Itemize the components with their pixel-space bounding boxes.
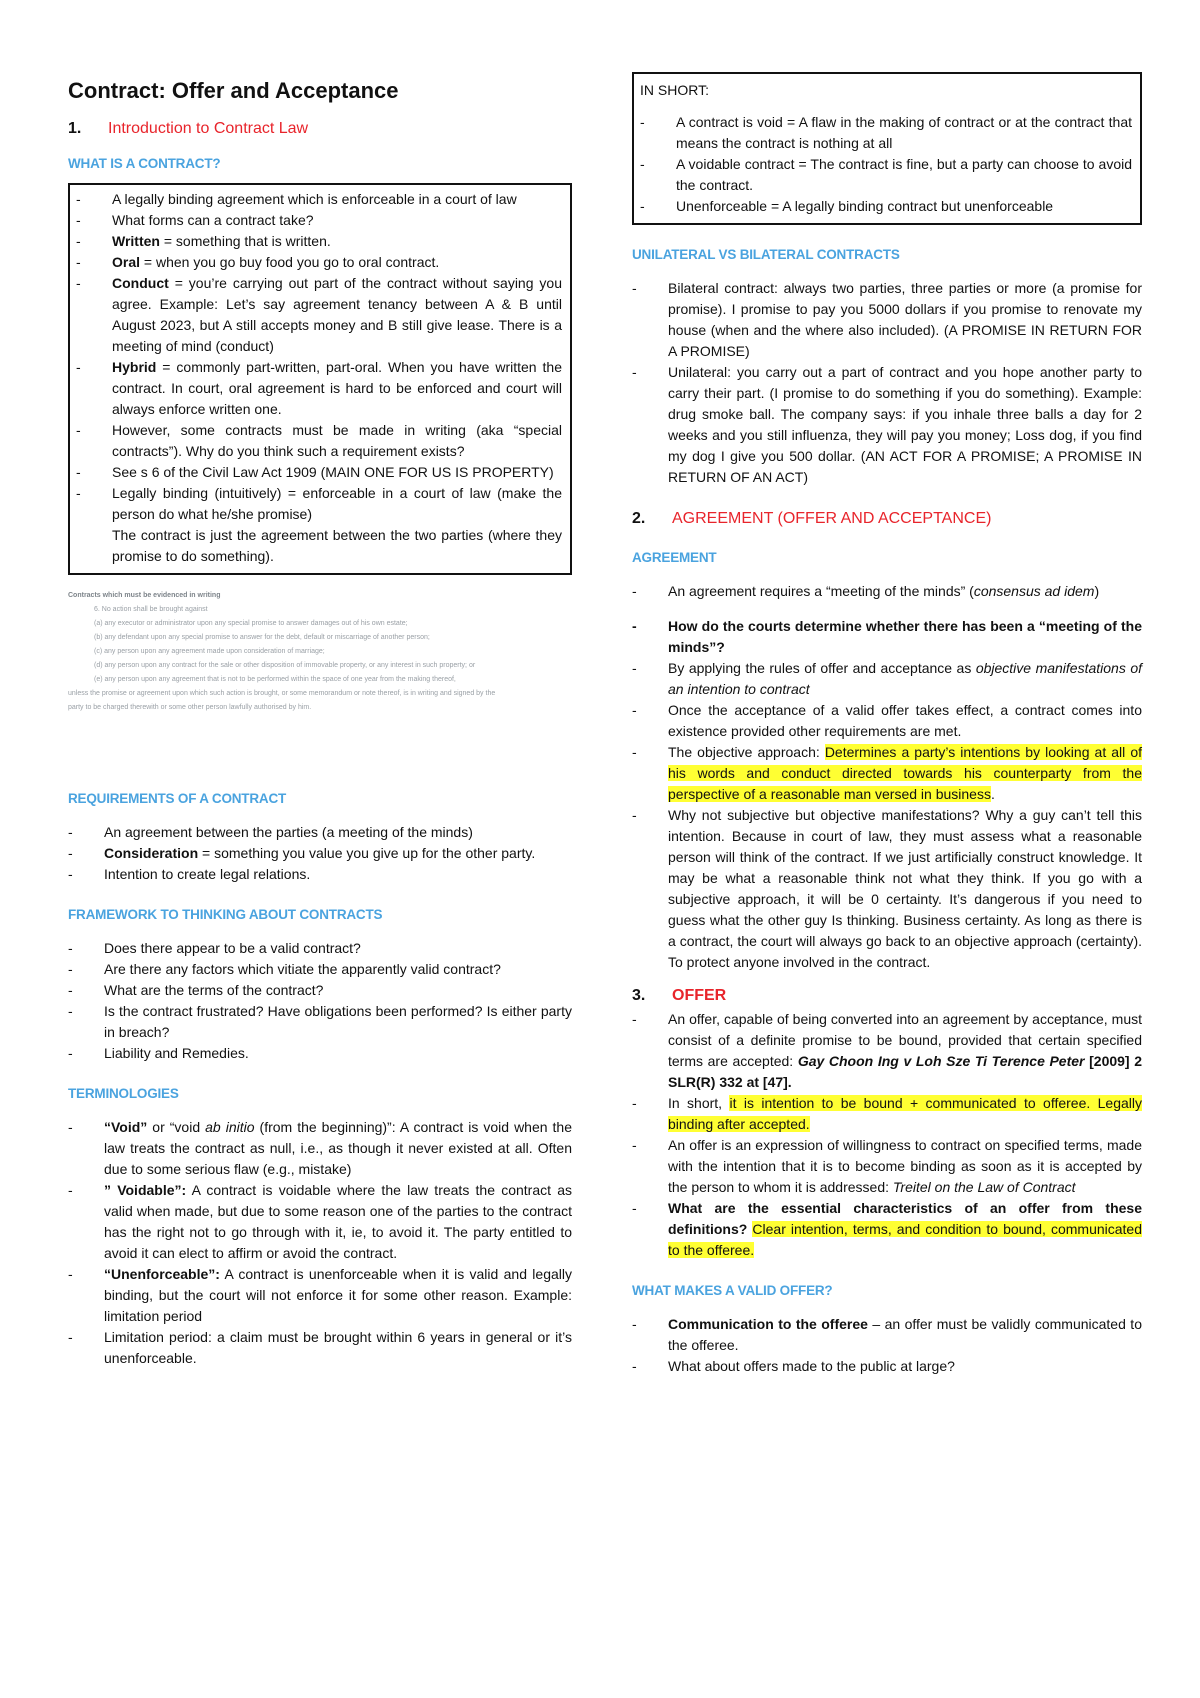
unilateral-list xyxy=(632,278,1142,488)
list-item: - Intention to create legal relations. xyxy=(68,864,572,885)
section-3-title: 3. OFFER xyxy=(632,987,727,1004)
framework-list xyxy=(68,938,572,1064)
list-item: - “Unenforceable”: A contract is unenforceable when it is valid and legally binding, but the court will not enforce it for some other reason. Example: limitation period xyxy=(68,1264,572,1327)
framework-heading: FRAMEWORK TO THINKING ABOUT CONTRACTS xyxy=(68,907,383,922)
list-item: - What forms can a contract take? xyxy=(76,210,562,231)
list-item: - Written = something that is written. xyxy=(76,231,562,252)
section-2-title: 2. AGREEMENT (OFFER AND ACCEPTANCE) xyxy=(632,510,992,527)
list-item: - Is the contract frustrated? Have obligations been performed? Is either party in breach? xyxy=(68,1001,572,1043)
valid-offer-heading: WHAT MAKES A VALID OFFER? xyxy=(632,1283,833,1298)
what-is-contract-box xyxy=(68,183,572,575)
list-item: - However, some contracts must be made in writing (aka “special contracts”). Why do you think such a requirement exists? xyxy=(76,420,562,462)
in-short-list xyxy=(640,112,1132,217)
list-item: - An agreement requires a “meeting of the minds” (consensus ad idem) xyxy=(632,581,1142,602)
what-is-contract-list xyxy=(76,189,562,567)
list-item: - How do the courts determine whether there has been a “meeting of the minds”? xyxy=(632,616,1142,658)
list-item: - Legally binding (intuitively) = enforceable in a court of law (make the person do what he/she promise) xyxy=(76,483,562,525)
list-item: - What are the essential characteristics of an offer from these definitions? Clear intention, terms, and condition to bound, communicated to the offeree. xyxy=(632,1198,1142,1261)
statute-excerpt-image: Contracts which must be evidenced in writing 6. No action shall be brought against (a) any executor or administrator upon any special promise to answer damages out of his own estate; (b) any defendant upon any special promise to answer for the debt, default or miscarriage of another person; (c) any person upon any agreement made upon consideration of marriage; (d) any person upon any contract for the sale or other disposition of immovable property, or any interest in such property; or (e) any person upon any agreement that is not to be performed within the space of one year from the making thereof, unless the promise or agreement upon which such action is brought, or some memorandum or note thereof, is in writing and signed by the party to be charged therewith or some other person lawfully authorised by him. xyxy=(68,592,496,711)
list-item: - What about offers made to the public at large? xyxy=(632,1356,1142,1377)
list-item: - In short, it is intention to be bound + communicated to offeree. Legally binding after accepted. xyxy=(632,1093,1142,1135)
list-item: - Limitation period: a claim must be brought within 6 years in general or it’s unenforceable. xyxy=(68,1327,572,1369)
list-item: The contract is just the agreement between the two parties (where they promise to do something). xyxy=(112,527,562,564)
document-title: Contract: Offer and Acceptance xyxy=(68,78,399,103)
in-short-label: IN SHORT: xyxy=(640,82,709,98)
list-item: - Unilateral: you carry out a part of contract and you hope another party to carry their part. (I promise to do something if you do something). Example: drug smoke ball. The company says: if you inhale three balls a day for 2 weeks and you still influenza, they will pay you money; Loss dog, if you find my dog I give you 500 dollar. (AN ACT FOR A PROMISE; A PROMISE IN RETURN OF AN ACT) xyxy=(632,362,1142,488)
list-item: - An offer, capable of being converted into an agreement by acceptance, must consist of a definite promise to be bound, provided that certain specified terms are accepted: Gay Choon Ing v Loh Sze Ti Terence Peter [2009] 2 SLR(R) 332 at [47]. xyxy=(632,1009,1142,1093)
list-item: - Liability and Remedies. xyxy=(68,1043,572,1064)
agreement-list xyxy=(632,581,1142,973)
list-item: - By applying the rules of offer and acceptance as objective manifestations of an intention to contract xyxy=(632,658,1142,700)
list-item: - A contract is void = A flaw in the making of contract or at the contract that means the contract is nothing at all xyxy=(640,112,1132,154)
list-item: - Are there any factors which vitiate the apparently valid contract? xyxy=(68,959,572,980)
list-item: - An offer is an expression of willingness to contract on specified terms, made with the intention that it is to become binding as soon as it is accepted by the person to whom it is addressed: Treitel on the Law of Contract xyxy=(632,1135,1142,1198)
offer-list xyxy=(632,1009,1142,1261)
list-item: - Consideration = something you value you give up for the other party. xyxy=(68,843,572,864)
list-item: - ” Voidable”: A contract is voidable where the law treats the contract as valid when made, but due to some reason one of the parties to the contract has the right not to go through with it, ie, to avoid it. The party entitled to avoid it can elect to affirm or avoid the contract. xyxy=(68,1180,572,1264)
list-item: - Does there appear to be a valid contract? xyxy=(68,938,572,959)
list-item: - “Void” or “void ab initio (from the beginning)”: A contract is void when the law treats the contract as null, i.e., as though it never existed at all. Often due to some serious flaw (e.g., mistake) xyxy=(68,1117,572,1180)
list-item: - Once the acceptance of a valid offer takes effect, a contract comes into existence provided other requirements are met. xyxy=(632,700,1142,742)
list-item: - What are the terms of the contract? xyxy=(68,980,572,1001)
terminologies-heading: TERMINOLOGIES xyxy=(68,1086,179,1101)
left-column xyxy=(68,0,572,1369)
valid-offer-list xyxy=(632,1314,1142,1377)
list-item: - Communication to the offeree – an offer must be validly communicated to the offeree. xyxy=(632,1314,1142,1356)
in-short-box xyxy=(632,72,1142,225)
list-item: - Conduct = you’re carrying out part of the contract without saying you agree. Example: Let’s say agreement tenancy between A & B until August 2023, but A still accepts money and B still give lease. There is a meeting of mind (conduct) xyxy=(76,273,562,357)
list-item: - Bilateral contract: always two parties, three parties or more (a promise for promise). I promise to pay you 5000 dollars if you promise to renovate my house (when and the where also included). (A PROMISE IN RETURN FOR A PROMISE) xyxy=(632,278,1142,362)
terminologies-list xyxy=(68,1117,572,1369)
list-item: - Why not subjective but objective manifestations? Why a guy can’t tell this intention. Because in court of law, they must assess what a reasonable person will think of the contract. If we just artificially construct knowledge. It may be what a reasonable think not what they think. If you go with a subjective approach, it will be 0 certainty. It’s dangerous if you need to guess what the other guy Is thinking. Business certainty. As long as there is a contract, the court will always go back to an objective approach (certainty). To protect anyone involved in the contract. xyxy=(632,805,1142,973)
list-item: - Hybrid = commonly part-written, part-oral. When you have written the contract. In court, oral agreement is hard to be enforced and court will always enforce written one. xyxy=(76,357,562,420)
what-is-contract-heading: WHAT IS A CONTRACT? xyxy=(68,156,221,171)
list-item: - Unenforceable = A legally binding contract but unenforceable xyxy=(640,196,1132,217)
unilateral-heading: UNILATERAL VS BILATERAL CONTRACTS xyxy=(632,247,900,262)
list-item: - The objective approach: Determines a party’s intentions by looking at all of his words and conduct directed towards his counterparty from the perspective of a reasonable man versed in business. xyxy=(632,742,1142,805)
agreement-heading: AGREEMENT xyxy=(632,550,717,565)
requirements-list xyxy=(68,822,572,885)
requirements-heading: REQUIREMENTS OF A CONTRACT xyxy=(68,791,287,806)
list-item: - A legally binding agreement which is enforceable in a court of law xyxy=(76,189,562,210)
right-column xyxy=(632,0,1142,1377)
list-item: - An agreement between the parties (a meeting of the minds) xyxy=(68,822,572,843)
section-1-title: 1. Introduction to Contract Law xyxy=(68,120,309,137)
list-item: - See s 6 of the Civil Law Act 1909 (MAIN ONE FOR US IS PROPERTY) xyxy=(76,462,562,483)
list-item: - A voidable contract = The contract is fine, but a party can choose to avoid the contract. xyxy=(640,154,1132,196)
list-item: - Oral = when you go buy food you go to oral contract. xyxy=(76,252,562,273)
